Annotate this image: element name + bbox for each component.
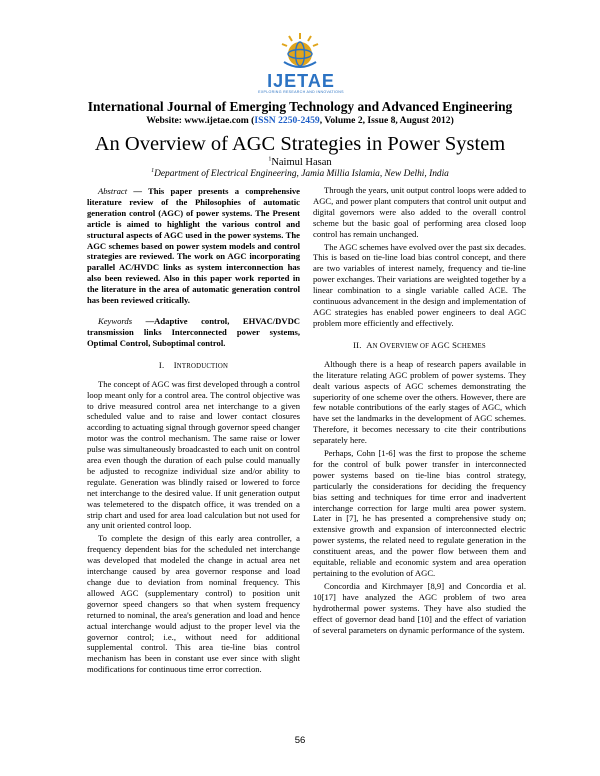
overview-paragraph-2: Perhaps, Cohn [1-6] was the first to propose the scheme for the control of bulk power transfer in interconnected power systems based on tie-line bias control strategy, particularly the considerations for deciding the frequency bias setting and techniques for time error and inadvertent interchange correction for large multi area power system. Later in [7], he has presented a comprehensive study on; extensive growth and expansion of interconnected electric power systems, the related need to regulate generation in the constituent areas, and the power flow between them and equitable, reliable and economic system and area operation pertaining to the evolution of AGC. [313, 448, 526, 578]
section-number: I. [158, 359, 165, 370]
section-part: CHEMES [457, 342, 486, 350]
website-prefix: Website: www.ijetae.com ( [146, 115, 255, 126]
section-heading-overview [313, 340, 526, 352]
globe-emblem-icon [280, 32, 320, 72]
issn-link[interactable]: ISSN 2250-2459 [254, 115, 320, 126]
logo-tagline: EXPLORING RESEARCH AND INNOVATIONS [258, 90, 344, 94]
overview-paragraph-3: Concordia and Kirchmayer [8,9] and Concordia et al. 10[17] have analyzed the AGC problem of two area hydrothermal power systems. They have also studied the effect of governor dead band [10] and the effect of variation of several parameters on dynamic performance of the system. [313, 580, 526, 635]
section-heading-introduction [87, 360, 300, 372]
affiliation-superscript: 1 [151, 167, 155, 174]
right-column [313, 185, 526, 635]
journal-logo [258, 32, 344, 94]
intro-paragraph-1: The concept of AGC was first developed through a control loop meant only for a control area. The control objective was to drive measured control area net interchange to a given scheduled value and to raise and lower contact closures according to actuating signal through governor speed changer motor was the control mechanism. The same raise or lower pulse was simultaneously broadcasted to each unit on control area even though the duration of each pulse could manually be adjusted to recognize individual size and/or ability to regulate. Generation was blindly raised or lowered to force net interchange to the desired value. If unit generation output was telemetered to the dispatch office, it was trended on a strip chart and used for area load calculation but not used for any unit oriented control loop. [87, 378, 300, 531]
section-initial: O [379, 339, 387, 350]
author-superscript: 1 [268, 156, 272, 163]
section-part: N [372, 342, 380, 350]
journal-title: International Journal of Emerging Technology and Advanced Engineering [87, 99, 513, 114]
abstract [87, 186, 300, 306]
keywords [87, 316, 300, 349]
abstract-label: Abstract [98, 186, 128, 196]
section-initial: A [366, 339, 373, 350]
intro-paragraph-2: To complete the design of this early area controller, a frequency dependent bias for the scheduled net interchange was developed that modeled the change in actual area net interchange caused by area governor response and load change due to deviation from nominal frequency. This allowed AGC (supplementary control) to position unit governor speed changers so that when system frequency returned to nominal, the area's generation and load and hence actual interchange would adjust to the proper level via the governor control; i.e., without need for additional supplemental control. This area tie-line bias control mechanism has been in constant use ever since with slight modifications for continuous time error correction. [87, 533, 300, 675]
affiliation-text: Department of Electrical Engineering, Jamia Millia Islamia, New Delhi, India [154, 169, 449, 179]
right-paragraph-1: Through the years, unit output control loops were added to AGC, and power plant computers that control unit output and digital governors were also added to the overall control scheme but the basic goal of performing area closed loop control has remain unchanged. [313, 185, 526, 239]
affiliation [0, 168, 600, 180]
keywords-label: Keywords [98, 315, 133, 326]
logo-wordmark: IJETAE [267, 71, 335, 91]
abstract-text: — This paper presents a comprehensive literature review of the Philosophies of automatic generation control (AGC) of power systems. The Present article is aimed to highlight the various control and structural aspects of AGC used in the power systems. The AGC schemes based on power system models and control strategies are reviewed. The work on AGC incorporating parallel AC/HVDC links as system interconnection has also been reviewed. Also in this paper work reported in the literature in the area of automatic generation control has been reviewed critically. [87, 186, 300, 306]
overview-paragraph-1: Although there is a heap of research papers available in the literature relating AGC problem of power systems. They dealt various aspects of AGC schemes demonstrating the superiority of one scheme over the others. However, there are few notable contributions of the early stages of AGC, which have set the landmarks in the development of AGC schemes. Therefore, it becomes necessary to cite their contributions separately here. [313, 358, 526, 446]
section-initial: I [173, 359, 177, 370]
section-part: VERVIEW OF [386, 342, 432, 350]
right-paragraph-2: The AGC schemes have evolved over the past six decades. This is based on tie-line load bias control concept, and there are two variables of interest namely, frequency and tie-line power exchanges. Their variations are weighted together by a linear combination to a single variable called ACE. The continuous advancement in the design and implementation of AGC strategies has enabled power engineers to deal AGC problem more efficiently and effectively. [313, 241, 526, 328]
author-name: Naimul Hasan [271, 157, 332, 168]
left-column [87, 186, 300, 675]
section-part: AGC S [431, 339, 458, 350]
paper-title: An Overview of AGC Strategies in Power System [94, 133, 506, 155]
journal-website [0, 115, 600, 127]
keywords-text: —Adaptive control, EHVAC/DVDC transmission links Interconnected power systems, Optimal Control, Suboptimal control. [87, 315, 300, 348]
page-number: 56 [294, 735, 306, 746]
section-number: II. [353, 339, 362, 350]
website-suffix: , Volume 2, Issue 8, August 2012) [319, 115, 454, 126]
section-rest: NTRODUCTION [176, 362, 229, 370]
